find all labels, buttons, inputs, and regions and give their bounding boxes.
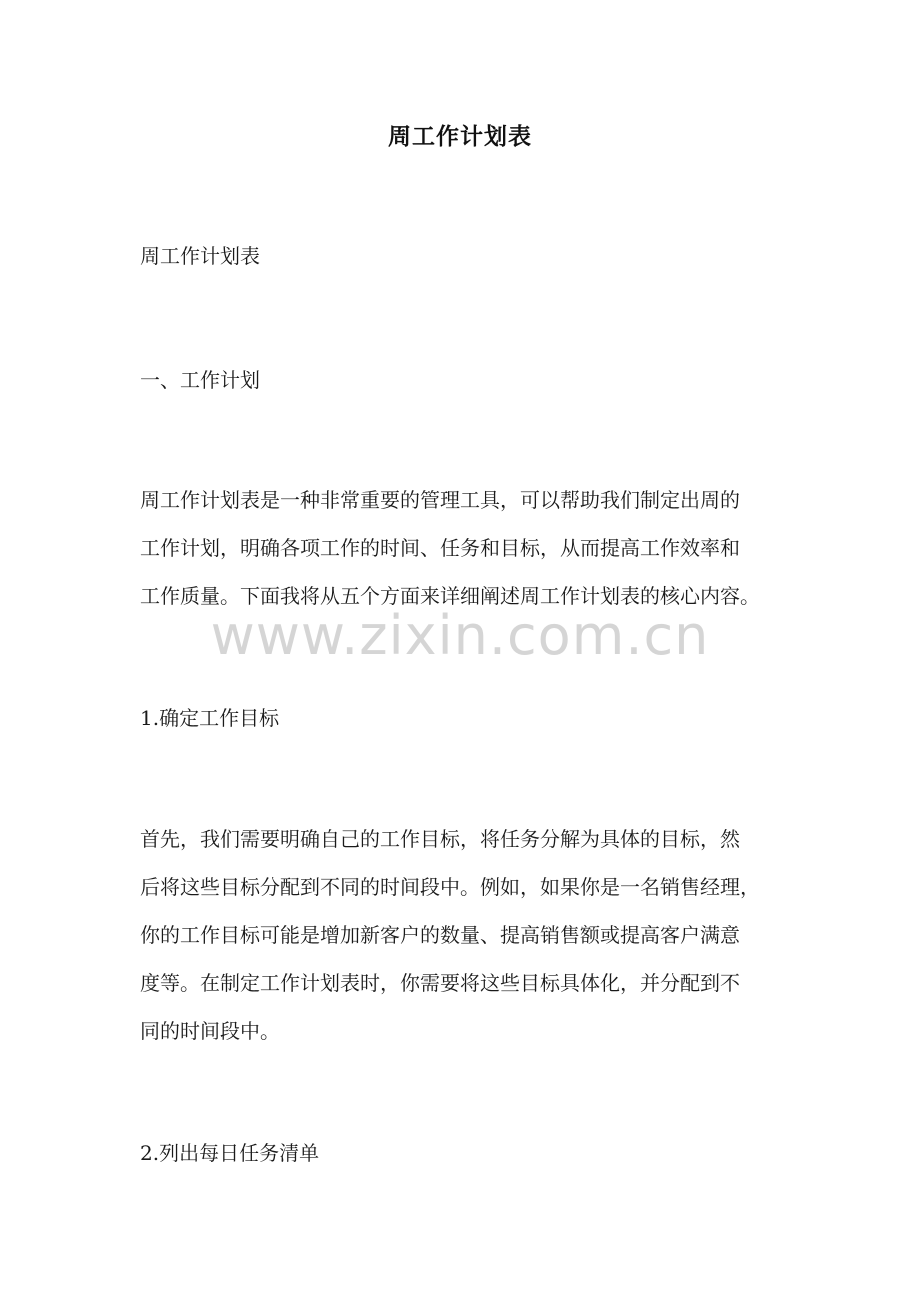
- watermark: www.zixin.com.cn: [210, 604, 710, 667]
- document-title: 周工作计划表: [388, 123, 532, 150]
- paragraph-line: 后将这些目标分配到不同的时间段中。例如，如果你是一名销售经理，: [140, 875, 760, 899]
- paragraph-line: 度等。在制定工作计划表时，你需要将这些目标具体化，并分配到不: [140, 971, 740, 995]
- paragraph-line: 周工作计划表是一种非常重要的管理工具，可以帮助我们制定出周的: [140, 488, 740, 512]
- section-heading: 一、工作计划: [140, 368, 260, 392]
- paragraph-line: 首先，我们需要明确自己的工作目标，将任务分解为具体的目标，然: [140, 827, 740, 851]
- intro-paragraph: [140, 476, 790, 620]
- paragraph-line: 你的工作目标可能是增加新客户的数量、提高销售额或提高客户满意: [140, 923, 740, 947]
- document-subtitle: 周工作计划表: [140, 244, 260, 268]
- item-heading: 2.列出每日任务清单: [140, 1141, 320, 1165]
- paragraph-line: 同的时间段中。: [140, 1019, 280, 1043]
- paragraph-line: 工作计划，明确各项工作的时间、任务和目标，从而提高工作效率和: [140, 536, 740, 560]
- paragraph-line: 工作质量。下面我将从五个方面来详细阐述周工作计划表的核心内容。: [140, 584, 760, 608]
- item-heading: 1.确定工作目标: [140, 706, 280, 730]
- item-paragraph: [140, 815, 790, 1055]
